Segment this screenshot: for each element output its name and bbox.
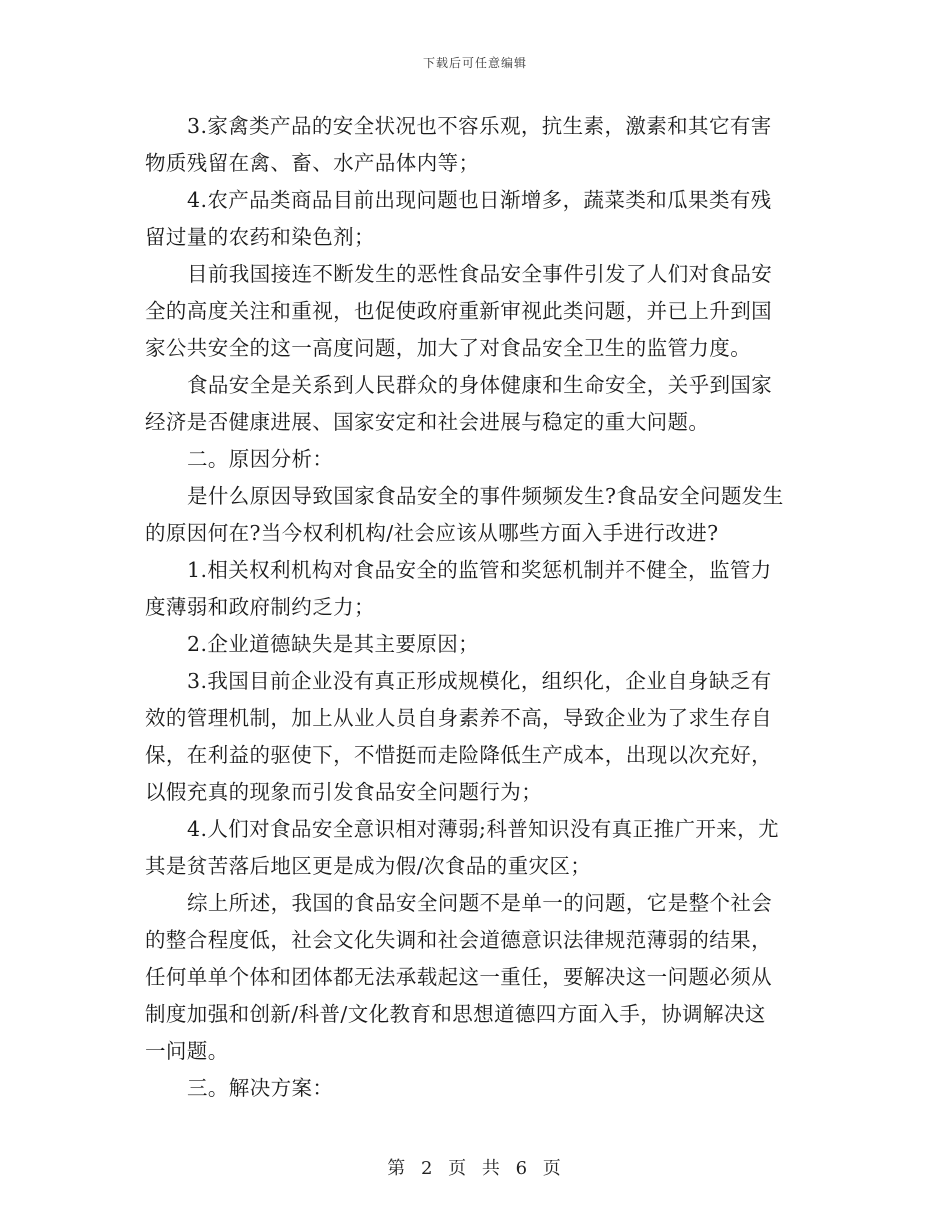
heading-line: 三。解决方案： — [187, 1076, 334, 1100]
text-line: 4.人们对食品安全意识相对薄弱;科普知识没有真正推广开来，尤 — [187, 817, 779, 841]
page-number-footer: 第 2 页 共 6 页 — [387, 1158, 563, 1179]
page-header: 下载后可任意编辑 — [422, 56, 527, 70]
paragraph — [145, 367, 810, 441]
text-line: 3.家禽类产品的安全状况也不容乐观，抗生素，激素和其它有害 — [187, 114, 772, 138]
text-line: 度薄弱和政府制约乏力； — [145, 595, 375, 619]
text-line: 的原因何在?当今权利机构/社会应该从哪些方面入手进行改进? — [145, 521, 719, 545]
text-line: 经济是否健康进展、国家安定和社会进展与稳定的重大问题。 — [145, 410, 710, 434]
text-line: 全的高度关注和重视，也促使政府重新审视此类问题，并已上升到国 — [145, 299, 772, 323]
text-line: 4.农产品类商品目前出现问题也日渐增多，蔬菜类和瓜果类有残 — [187, 188, 772, 212]
section-heading — [145, 1070, 810, 1107]
text-line: 任何单单个体和团体都无法承载起这一重任，要解决这一问题必须从 — [145, 965, 772, 989]
paragraph — [145, 811, 810, 885]
text-line: 2.企业道德缺失是其主要原因； — [187, 632, 480, 656]
paragraph — [145, 552, 810, 626]
paragraph — [145, 885, 810, 1070]
text-line: 保，在利益的驱使下，不惜挺而走险降低生产成本，出现以次充好， — [145, 743, 772, 767]
text-line: 家公共安全的这一高度问题，加大了对食品安全卫生的监管力度。 — [145, 336, 752, 360]
text-line: 制度加强和创新/科普/文化教育和思想道德四方面入手，协调解决这 — [145, 1002, 766, 1026]
text-line: 是什么原因导致国家食品安全的事件频频发生?食品安全问题发生 — [187, 484, 784, 508]
section-heading — [145, 441, 810, 478]
text-line: 3.我国目前企业没有真正形成规模化，组织化，企业自身缺乏有 — [187, 669, 772, 693]
text-line: 综上所述，我国的食品安全问题不是单一的问题，它是整个社会 — [187, 891, 773, 915]
paragraph — [145, 256, 810, 367]
paragraph — [145, 108, 810, 182]
text-line: 其是贫苦落后地区更是成为假/次食品的重灾区； — [145, 854, 592, 878]
heading-line: 二。原因分析： — [187, 447, 334, 471]
text-line: 目前我国接连不断发生的恶性食品安全事件引发了人们对食品安 — [187, 262, 773, 286]
text-line: 物质残留在禽、畜、水产品体内等； — [145, 151, 480, 175]
text-line: 一问题。 — [145, 1039, 229, 1063]
text-line: 留过量的农药和染色剂； — [145, 225, 375, 249]
text-line: 食品安全是关系到人民群众的身体健康和生命安全，关乎到国家 — [187, 373, 773, 397]
paragraph — [145, 626, 810, 663]
paragraph — [145, 182, 810, 256]
text-line: 的整合程度低，社会文化失调和社会道德意识法律规范薄弱的结果， — [145, 928, 772, 952]
text-line: 效的管理机制，加上从业人员自身素养不高，导致企业为了求生存自 — [145, 706, 772, 730]
paragraph — [145, 663, 810, 811]
document-body — [145, 108, 810, 1107]
paragraph — [145, 478, 810, 552]
text-line: 1.相关权利机构对食品安全的监管和奖惩机制并不健全，监管力 — [187, 558, 772, 582]
text-line: 以假充真的现象而引发食品安全问题行为； — [145, 780, 543, 804]
